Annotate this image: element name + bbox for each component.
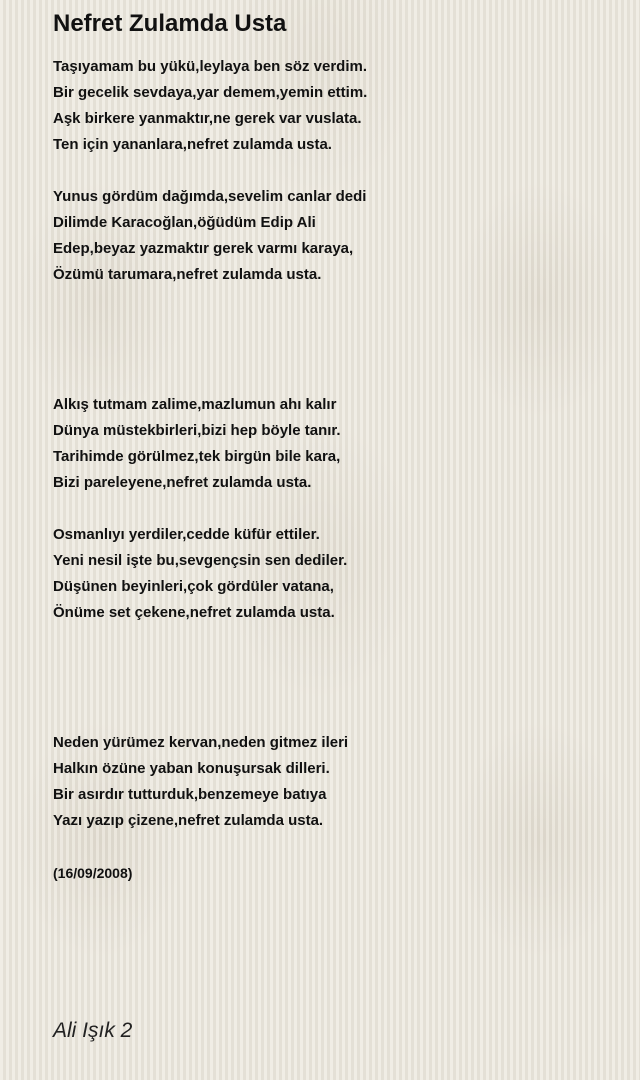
stanza	[53, 730, 613, 834]
poem-line: Yeni nesil işte bu,sevgençsin sen dediler.	[53, 552, 348, 569]
poem-line: Özümü tarumara,nefret zulamda usta.	[53, 266, 322, 283]
stanza-spacer	[53, 496, 613, 522]
poem-line: Aşk birkere yanmaktır,ne gerek var vuslata.	[53, 110, 362, 127]
poem-body	[53, 54, 613, 886]
poem-line: Tarihimde görülmez,tek birgün bile kara,	[53, 448, 341, 465]
stanza-spacer	[53, 158, 613, 184]
poem-line: Düşünen beyinleri,çok gördüler vatana,	[53, 578, 334, 595]
poem-line: Bir asırdır tutturduk,benzemeye batıya	[53, 786, 327, 803]
poem-author: Ali Işık 2	[53, 1019, 133, 1042]
poem-line: Dünya müstekbirleri,bizi hep böyle tanır.	[53, 422, 341, 439]
stanza	[53, 184, 613, 288]
poem-line: Halkın özüne yaban konuşursak dilleri.	[53, 760, 330, 777]
poem-line: Yunus gördüm dağımda,sevelim canlar dedi	[53, 188, 367, 205]
poem-title: Nefret Zulamda Usta	[53, 10, 287, 37]
poem-line: Yazı yazıp çizene,nefret zulamda usta.	[53, 812, 324, 829]
stanza	[53, 522, 613, 626]
stanza-spacer	[53, 288, 613, 392]
stanza	[53, 54, 613, 158]
poem-line: Bizi pareleyene,nefret zulamda usta.	[53, 474, 312, 491]
stanza-spacer	[53, 834, 613, 860]
poem-line: Ten için yananlara,nefret zulamda usta.	[53, 136, 332, 153]
poem-line: Osmanlıyı yerdiler,cedde küfür ettiler.	[53, 526, 320, 543]
poem-date: (16/09/2008)	[53, 865, 133, 881]
stanza	[53, 392, 613, 496]
poem-line: Bir gecelik sevdaya,yar demem,yemin ettim.	[53, 84, 368, 101]
poem-line: Önüme set çekene,nefret zulamda usta.	[53, 604, 335, 621]
stanza-spacer	[53, 626, 613, 730]
poem-line: Dilimde Karacoğlan,öğüdüm Edip Ali	[53, 214, 316, 231]
poem-line: Alkış tutmam zalime,mazlumun ahı kalır	[53, 396, 337, 413]
poem-line: Neden yürümez kervan,neden gitmez ileri	[53, 734, 349, 751]
poem-line: Taşıyamam bu yükü,leylaya ben söz verdim.	[53, 58, 368, 75]
poem-line: Edep,beyaz yazmaktır gerek varmı karaya,	[53, 240, 354, 257]
